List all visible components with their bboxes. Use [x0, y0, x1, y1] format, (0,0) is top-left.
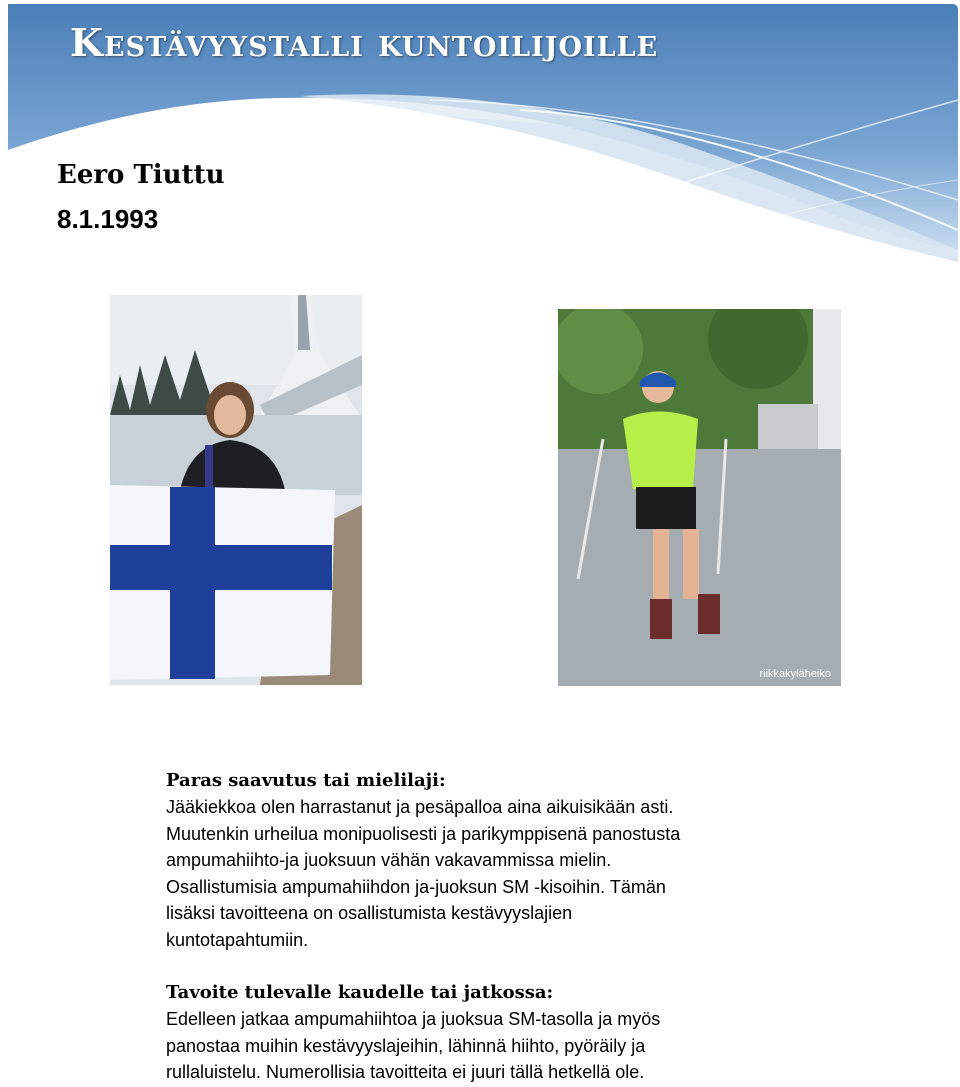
section-line: Edelleen jatkaa ampumahiihtoa ja juoksua SM-tasolla ja myös	[166, 1009, 661, 1029]
section-heading: Tavoite tulevalle kaudelle tai jatkossa:	[166, 982, 554, 1003]
section-heading: Paras saavutus tai mielilaji:	[166, 770, 446, 791]
section-line: Osallistumisia ampumahiihdon ja-juoksun SM -kisoihin. Tämän	[166, 876, 666, 897]
birthdate: 8.1.1993	[57, 204, 159, 234]
section-line: kuntotapahtumiin.	[166, 929, 309, 950]
photo-rollerski	[558, 309, 841, 686]
section-goals	[166, 980, 866, 1086]
section-line: panostaa muihin kestävyyslajeihin, lähinnä hiihto, pyöräily ja	[166, 1035, 646, 1056]
section-line: Muutenkin urheilua monipuolisesti ja parikymppisenä panostusta	[166, 823, 681, 844]
section-best-achievement	[166, 768, 866, 953]
section-line: ampumahiihto-ja juoksuun vähän vakavammissa mielin.	[166, 850, 612, 870]
person-name: Eero Tiuttu	[57, 160, 225, 190]
profile-content	[166, 768, 866, 1086]
section-line: Jääkiekkoa olen harrastanut ja pesäpalloa aina aikuisikään asti.	[166, 797, 674, 817]
section-line: lisäksi tavoitteena on osallistumista kestävyyslajien	[166, 903, 573, 923]
section-line: rullaluistelu. Numerollisia tavoitteita ei juuri tällä hetkellä ole.	[166, 1062, 645, 1082]
photo-watermark: riikkakyläheiko	[759, 668, 831, 680]
photo-flag	[110, 295, 362, 685]
page-title: Kestävyystalli kuntoilijoille	[70, 20, 659, 65]
